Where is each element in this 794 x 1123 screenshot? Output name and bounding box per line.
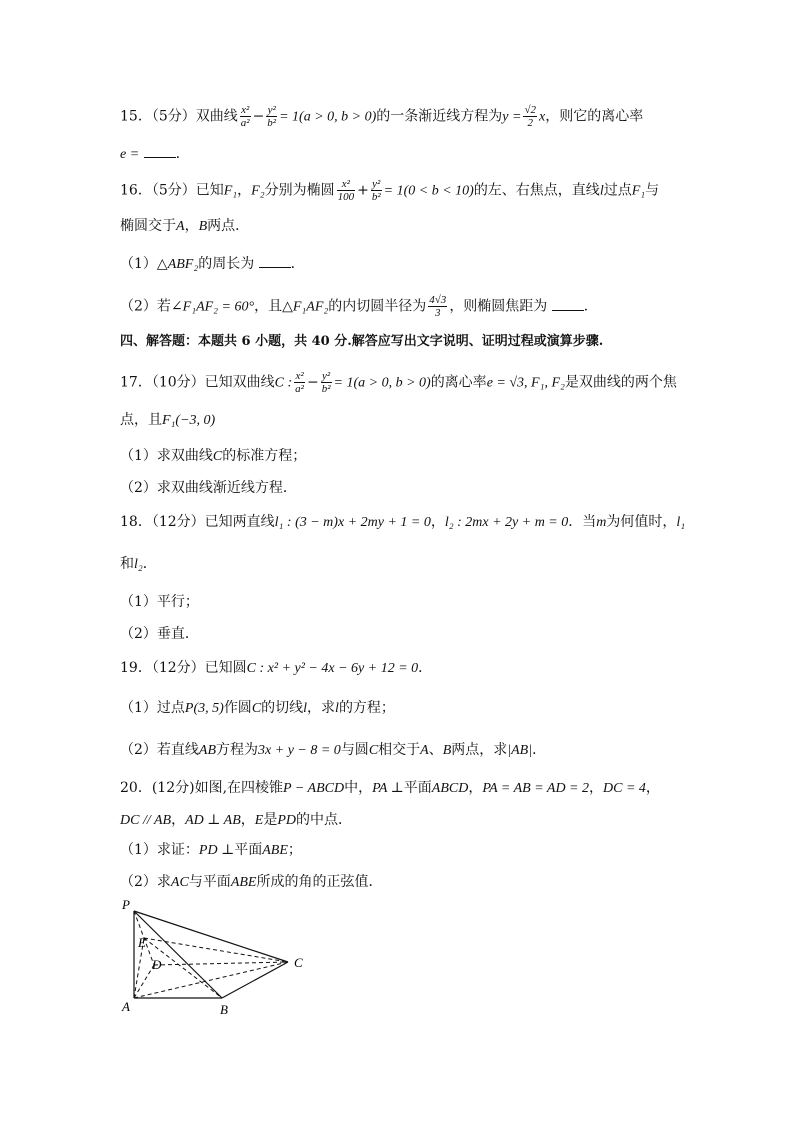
q20-line2-a: DC // AB	[120, 813, 172, 828]
q15-line-2	[120, 144, 180, 165]
q16-sub1-blank[interactable]	[259, 255, 291, 268]
q20-sep2: ，	[589, 780, 604, 796]
q15-asym-lhs: y =	[502, 109, 522, 125]
q16-sub2-end: ．	[583, 298, 598, 315]
q16-line-1: 16．（5分）已知F₁，F₂分别为椭圆 $\frac{\text{x²}}{100}$ + $\frac{\text{y²}}{\text{b²}}$ = 1(0 < b < 10)的左、右焦点，直线l过点F₁与	[120, 178, 660, 203]
q16-text-a: 已知	[195, 182, 224, 199]
q16-text-e: 过点	[603, 182, 632, 199]
q18-sub2: （2）垂直．	[120, 626, 199, 642]
q19-sub1	[120, 698, 395, 719]
label-C: C	[294, 955, 303, 970]
q20-sub2	[120, 872, 382, 893]
q20-line2-f: 的中点．	[296, 812, 352, 828]
q19-sub2-A: A	[420, 743, 429, 758]
q19-sub2-e: 、	[428, 742, 443, 758]
q19-sub1-l: l	[303, 701, 308, 716]
q16-sub2-math2: F₁AF₂	[292, 299, 329, 315]
q16-text-c: 分别为椭圆	[264, 182, 335, 199]
q17-text-b: 的离心率	[430, 374, 487, 391]
q19-sub1-l2: l	[335, 701, 339, 716]
q18-line2-math: l₂	[134, 557, 143, 572]
label-P: P	[122, 897, 130, 912]
q17-line-2	[120, 410, 215, 431]
q20-abcd: ABCD	[431, 781, 469, 796]
q20-eq1: PA = AB = AD = 2	[482, 781, 590, 796]
q15-asym-rhs: x	[539, 109, 546, 125]
q15-end: .	[175, 146, 181, 162]
q19-sub2-eq: 3x + y − 8 = 0	[258, 743, 341, 758]
q19-sub2-end: ．	[532, 742, 547, 758]
q16-sep: ，	[184, 218, 199, 234]
q16-a: A	[176, 219, 185, 234]
q17-number: 17．	[120, 374, 152, 391]
q19-sub1-c: C	[251, 701, 262, 716]
q18-l1b: l₁	[676, 515, 686, 530]
q19-sub2-B: B	[442, 743, 452, 758]
q19-sub2-cc: C	[368, 743, 379, 758]
q20-pa: PA ⊥	[372, 781, 404, 796]
q17-text-a: 已知双曲线	[204, 374, 275, 391]
q16-frac-x: $\frac{\text{x²}}{100}$	[337, 178, 355, 203]
q16-sub1-text: 的周长为	[198, 256, 255, 272]
q17-frac-x: $\frac{\text{x²}}{\text{a²}}$	[295, 370, 304, 395]
q16-line2-text: 椭圆交于	[120, 218, 176, 234]
q15-answer-blank[interactable]	[144, 145, 176, 158]
q16-f1: F₁	[223, 183, 238, 199]
q17-text-c: 是双曲线的两个焦	[564, 374, 677, 391]
q18-l2: l₂ : 2mx + 2y + m = 0	[444, 515, 569, 530]
q16-line2-end: 两点．	[207, 218, 250, 234]
q16-line-2	[120, 216, 249, 237]
q16-l: l	[599, 183, 604, 199]
q20-line2-d: 是	[263, 812, 278, 828]
q19-eq: C : x² + y² − 4x − 6y + 12 = 0	[246, 661, 419, 676]
q20-sub2-c: 所成的角的正弦值．	[256, 874, 383, 890]
q19-sub2-ab: AB	[198, 743, 217, 758]
q19-points: （12分）	[151, 660, 205, 676]
q19-text-a: 已知圆	[204, 660, 247, 676]
q20-line2-sep: ，	[171, 812, 186, 828]
q16-text-b: ，	[237, 182, 252, 199]
label-E: E	[138, 935, 146, 950]
q15-text-c: ，则它的离心率	[545, 108, 644, 125]
q20-text-a: 如图,在四棱锥	[194, 780, 284, 796]
q18-sep: ，	[430, 514, 445, 530]
q18-line-2	[120, 554, 157, 575]
q16-sub2-text-c: ，则椭圆焦距为	[449, 298, 548, 315]
q19-sub1-f: 的方程；	[338, 700, 395, 716]
q19-line-1	[120, 658, 432, 679]
q18-sub1: （1）平行；	[120, 594, 199, 610]
q20-sub1	[120, 840, 302, 861]
q18-l1: l₁ : (3 − m)x + 2my + 1 = 0	[274, 515, 431, 530]
q20-sub2-abe: ABE	[230, 875, 257, 890]
q20-eq2: DC = 4	[603, 781, 646, 796]
q19-sub1-a: （1）过点	[120, 700, 185, 716]
edge-PB	[134, 911, 222, 998]
q20-sub1-end: ；	[287, 842, 302, 858]
q16-frac-y: $\frac{\text{y²}}{\text{b²}}$	[371, 178, 381, 203]
edge-BC	[222, 962, 288, 998]
q17-sub1-text: （1）求双曲线	[120, 448, 213, 464]
q16-text-f: 与	[645, 182, 660, 199]
q17-sub1	[120, 446, 306, 467]
q20-points: (12分)	[151, 780, 195, 796]
q19-sub2-c: 与圆	[340, 742, 369, 758]
q17-frac-y: $\frac{\text{y²}}{\text{b²}}$	[321, 370, 331, 395]
q19-sub2-a: （2）若直线	[120, 742, 199, 758]
q20-sub1-math: PD ⊥	[198, 843, 235, 858]
q20-sub1-b: 平面	[234, 842, 263, 858]
q20-sub1-math2: ABE	[262, 843, 288, 858]
q16-points: （5分）	[151, 182, 196, 199]
q18-line2-a: 和	[120, 556, 134, 572]
edge-DC	[154, 962, 288, 965]
q15-points: （5分）	[151, 108, 196, 125]
section-4-heading: 四、解答题：本题共 6 小题，共 40 分.解答应写出文字说明、证明过程或演算步骤.	[120, 334, 604, 349]
q19-sub2	[120, 740, 546, 761]
edge-EC	[144, 938, 288, 962]
q20-line2-c: E	[254, 813, 264, 828]
q16-sub2-blank[interactable]	[552, 298, 584, 311]
q16-sub1-end: ．	[290, 256, 305, 272]
q20-sub1-a: （1）求证：	[120, 842, 199, 858]
q16-sub2-label: （2）若	[120, 298, 171, 315]
edge-PC	[134, 911, 288, 962]
q16-sub2-math: ∠F₁AF₂ = 60°	[170, 299, 255, 315]
label-B: B	[220, 1002, 228, 1017]
q17-line2-math: F₁(−3, 0)	[162, 413, 216, 428]
q19-number: 19．	[120, 660, 152, 676]
q20-text-c: 平面	[403, 780, 432, 796]
q20-pyr: P − ABCD	[283, 781, 345, 796]
q16-sub1	[120, 254, 305, 275]
q15-line-1: 15．（5分）双曲线 $\frac{\text{x²}}{\text{a²}}$ − $\frac{\text{y²}}{\text{b²}}$ = 1(a > 0, b > 0)的一条渐近线方程为y = $\frac{√2}{2}$ x，则它的离心率	[120, 104, 644, 129]
q15-frac-y: $\frac{\text{y²}}{\text{b²}}$	[267, 104, 277, 129]
q19-sub2-f: 两点，求	[451, 742, 508, 758]
q18-text-c: 为何值时，	[606, 514, 677, 530]
q20-line-2	[120, 810, 352, 831]
q16-cond: = 1(0 < b < 10)	[383, 183, 474, 199]
q17-line-1: 17．（10分）已知双曲线C : $\frac{\text{x²}}{\text{a²}}$ − $\frac{\text{y²}}{\text{b²}}$ = 1(a > 0, b > 0)的离心率e = √3, F₁, F₂是双曲线的两个焦	[120, 370, 677, 395]
q17-points: （10分）	[151, 374, 205, 391]
q20-sub2-ac: AC	[170, 875, 189, 890]
q17-sub2: （2）求双曲线渐近线方程．	[120, 480, 297, 496]
q20-line2-sep2: ，	[240, 812, 255, 828]
q20-sub2-a: （2）求	[120, 874, 171, 890]
q19-sub2-abs: |AB|	[507, 743, 533, 758]
q19-sub2-b: 方程为	[216, 742, 259, 758]
q20-text-b: 中，	[344, 780, 373, 796]
q15-e: e =	[120, 147, 140, 162]
q18-text-b: ．当	[568, 514, 597, 530]
q16-sub2-text-b: 的内切圆半径为	[328, 298, 427, 315]
q20-number: 20．	[120, 780, 152, 796]
q19-end: ．	[418, 660, 433, 676]
label-D: D	[152, 957, 162, 972]
q16-sub1-math: △ABF₂	[156, 257, 199, 272]
label-A: A	[122, 999, 130, 1014]
q19-sub2-d: 相交于	[378, 742, 421, 758]
q16-sub2	[120, 294, 598, 319]
q20-sep: ，	[468, 780, 483, 796]
q15-text: 双曲线	[195, 108, 238, 125]
q18-text-a: 已知两直线	[204, 514, 275, 530]
q18-number: 18．	[120, 514, 152, 530]
q18-m: m	[596, 515, 607, 530]
q15-frac-asym: $\frac{√2}{2}$	[524, 104, 536, 129]
q20-line2-e: PD	[277, 813, 296, 828]
q18-line2-end: ．	[142, 556, 157, 572]
q16-b: B	[198, 219, 208, 234]
q17-cond: = 1(a > 0, b > 0)	[333, 375, 431, 391]
q16-sub2-text-a: ，且△	[254, 298, 293, 315]
q20-sub2-b: 与平面	[188, 874, 231, 890]
q17-sub1-math: C	[212, 449, 223, 464]
q16-f2: F₂	[251, 183, 265, 199]
q17-line2-a: 点，且	[120, 412, 162, 428]
q16-sub2-frac: $\frac{4√3}{3}$	[429, 294, 447, 319]
q16-text-d: 的左、右焦点，直线	[473, 182, 600, 199]
q19-sub1-d: 的切线	[261, 700, 304, 716]
q17-sub1-end: 的标准方程；	[222, 448, 307, 464]
q17-e: e = √3, F₁, F₂	[486, 375, 565, 391]
q18-line-1	[120, 512, 685, 533]
q17-c: C :	[274, 375, 293, 391]
q20-line-1	[120, 778, 660, 799]
q19-sub1-p: P(3, 5)	[184, 701, 224, 716]
q15-frac-x: $\frac{\text{x²}}{\text{a²}}$	[240, 104, 250, 129]
q15-number: 15．	[120, 108, 152, 125]
q15-text-b: 的一条渐近线方程为	[376, 108, 503, 125]
q20-sep3: ，	[645, 780, 660, 796]
pyramid-figure	[110, 895, 320, 1020]
q16-f1b: F₁	[631, 183, 646, 199]
q18-points: （12分）	[151, 514, 205, 530]
q19-sub1-e: ，求	[307, 700, 336, 716]
q20-line2-b: AD ⊥ AB	[185, 813, 241, 828]
q15-condition: = 1(a > 0, b > 0)	[279, 109, 377, 125]
q16-sub1-label: （1）	[120, 256, 157, 272]
q19-sub1-b: 作圆	[223, 700, 252, 716]
q16-number: 16．	[120, 182, 152, 199]
